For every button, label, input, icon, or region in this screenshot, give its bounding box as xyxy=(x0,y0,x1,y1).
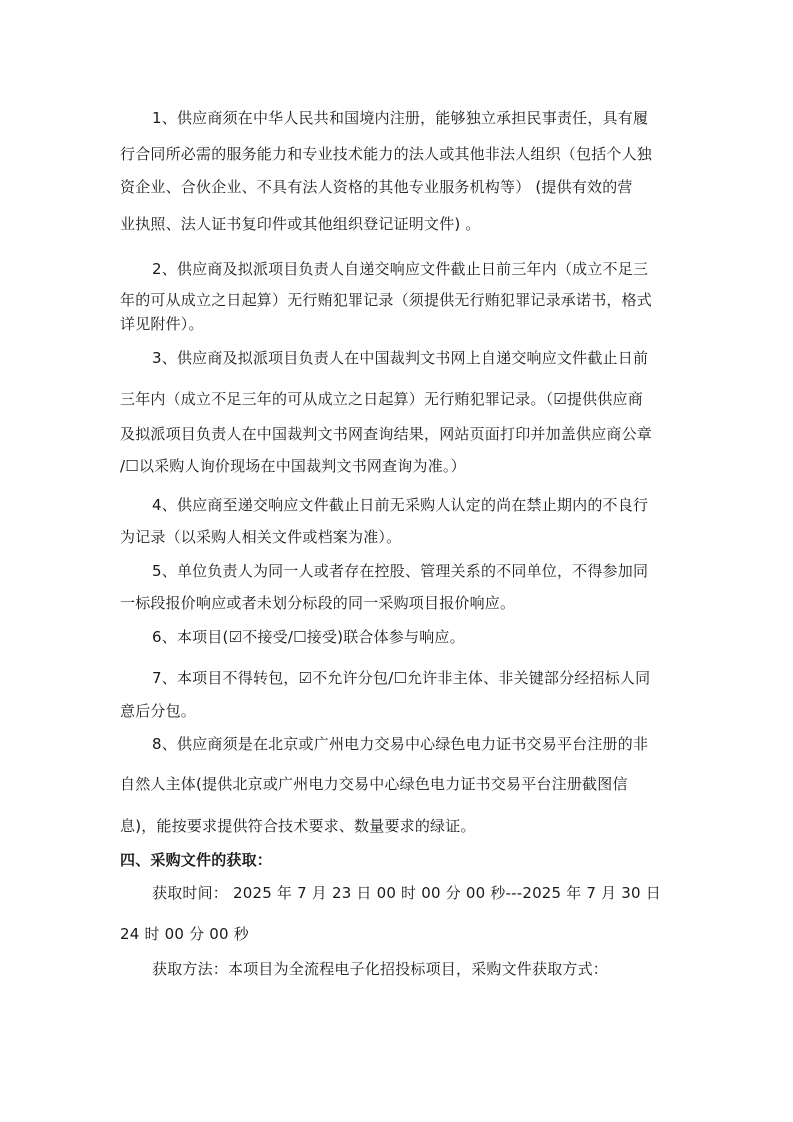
requirement-1-line-3: 资企业、合伙企业、不具有法人资格的其他专业服务机构等） (提供有效的营 xyxy=(120,178,633,196)
requirement-4-line-2: 为记录（以采购人相关文件或档案为准）。 xyxy=(120,528,402,546)
requirement-8-line-2: 自然人主体(提供北京或广州电力交易中心绿色电力证书交易平台注册截图信 xyxy=(120,775,628,793)
requirement-6-line-1: 6、本项目(☑不接受/☐接受)联合体参与响应。 xyxy=(152,628,465,646)
requirement-5-line-2: 一标段报价响应或者未划分标段的同一采购项目报价响应。 xyxy=(120,594,516,612)
requirement-1-line-4: 业执照、法人证书复印件或其他组织登记证明文件) 。 xyxy=(120,215,481,233)
requirement-4-line-1: 4、供应商至递交响应文件截止日前无采购人认定的尚在禁止期内的不良行 xyxy=(152,496,649,514)
requirement-3-line-2: 三年内（成立不足三年的可从成立之日起算）无行贿犯罪记录。（☑提供供应商 xyxy=(120,390,643,408)
requirement-3-line-4: /☐以采购人询价现场在中国裁判文书网查询为准。） xyxy=(120,457,466,475)
acquisition-time-line-2: 24 时 00 分 00 秒 xyxy=(120,925,249,943)
requirement-7-line-2: 意后分包。 xyxy=(120,702,197,720)
acquisition-time-line-1: 获取时间： 2025 年 7 月 23 日 00 时 00 分 00 秒---2025 年 7 月 30 日 xyxy=(152,884,661,902)
requirement-8-line-1: 8、供应商须是在北京或广州电力交易中心绿色电力证书交易平台注册的非 xyxy=(152,735,649,753)
requirement-7-line-1: 7、本项目不得转包，☑不允许分包/☐允许非主体、非关键部分经招标人同 xyxy=(152,669,651,687)
requirement-2-line-3: 详见附件）。 xyxy=(120,315,204,333)
requirement-5-line-1: 5、单位负责人为同一人或者存在控股、管理关系的不同单位，不得参加同 xyxy=(152,562,649,580)
requirement-3-line-3: 及拟派项目负责人在中国裁判文书网查询结果，网站页面打印并加盖供应商公章 xyxy=(120,425,653,443)
acquisition-method-line: 获取方法：本项目为全流程电子化招投标项目，采购文件获取方式： xyxy=(152,960,609,978)
requirement-8-line-3: 息)，能按要求提供符合技术要求、数量要求的绿证。 xyxy=(120,817,476,835)
requirement-2-line-1: 2、供应商及拟派项目负责人自递交响应文件截止日前三年内（成立不足三 xyxy=(152,260,649,278)
section-4-heading: 四、采购文件的获取： xyxy=(120,851,273,869)
requirement-1-line-2: 行合同所必需的服务能力和专业技术能力的法人或其他非法人组织（包括个人独 xyxy=(120,145,653,163)
requirement-3-line-1: 3、供应商及拟派项目负责人在中国裁判文书网上自递交响应文件截止日前 xyxy=(152,349,649,367)
requirement-2-line-2: 年的可从成立之日起算）无行贿犯罪记录（须提供无行贿犯罪记录承诺书，格式 xyxy=(120,291,653,309)
requirement-1-line-1: 1、供应商须在中华人民共和国境内注册，能够独立承担民事责任，具有履 xyxy=(152,109,649,127)
